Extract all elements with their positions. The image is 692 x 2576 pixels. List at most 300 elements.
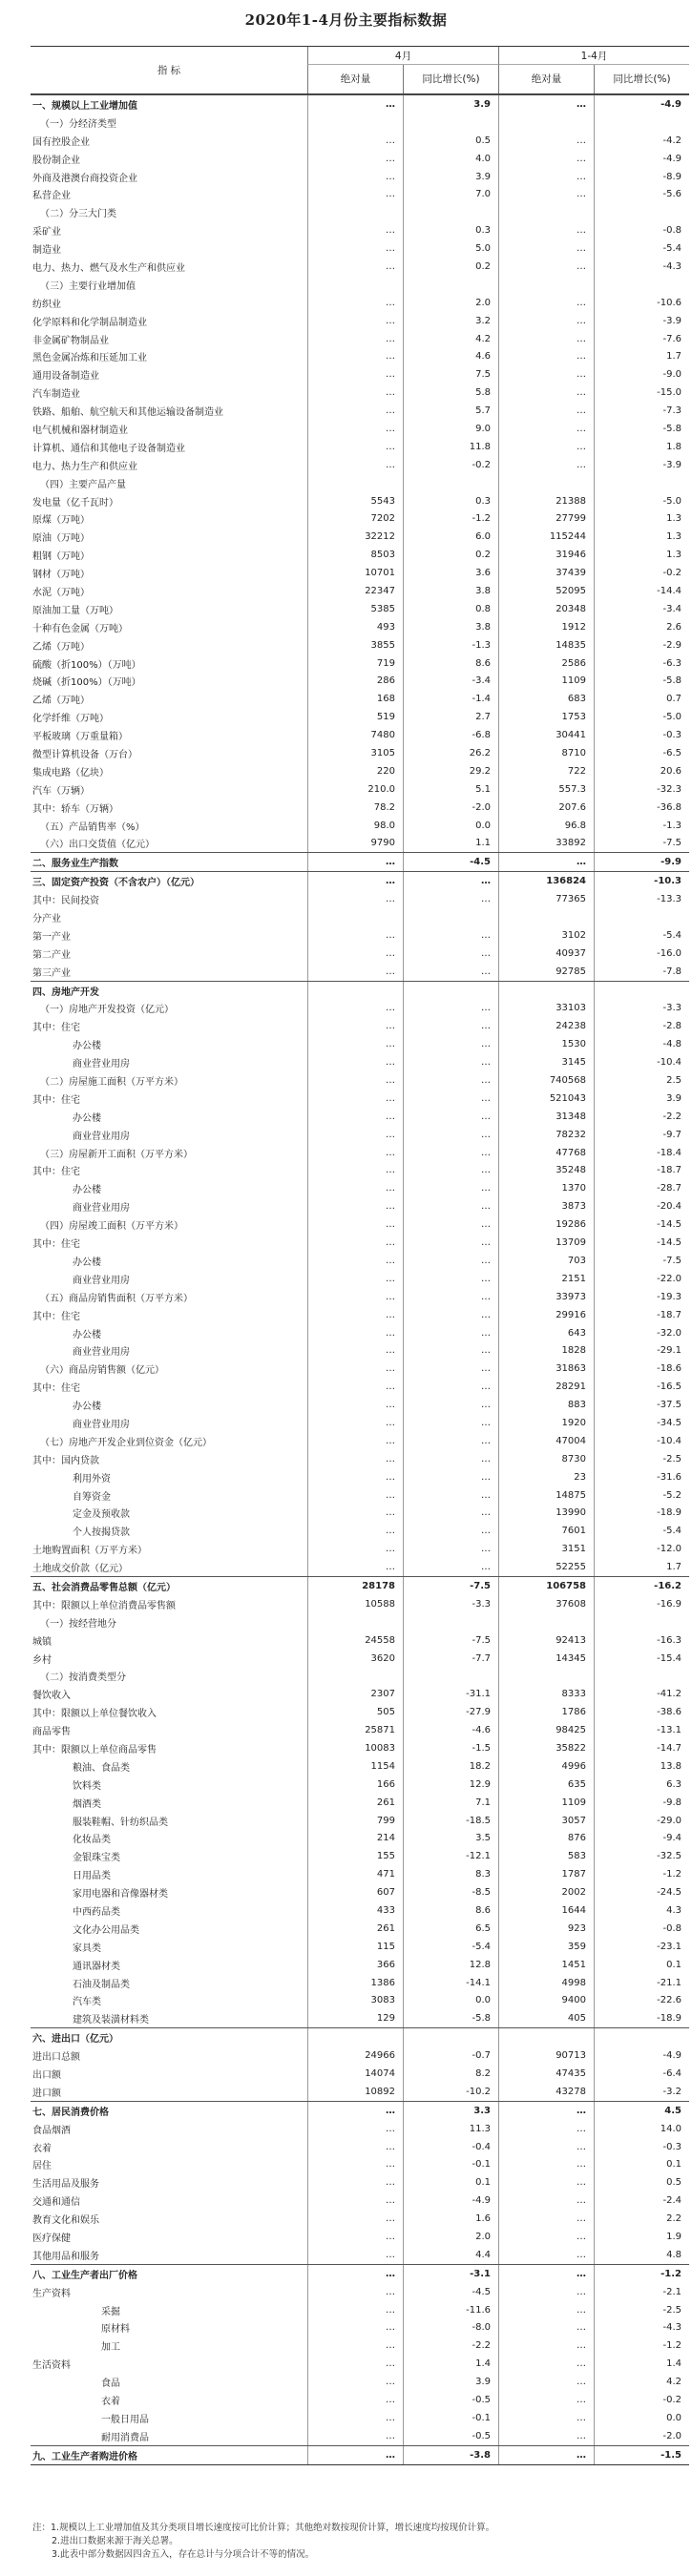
indicator-cell: 商业营业用房 [73, 1059, 130, 1070]
table-row [31, 2083, 689, 2101]
indicator-cell: 其中：限额以上单位消费品零售额 [32, 1600, 176, 1611]
abs-jan-apr-cell: … [498, 347, 594, 365]
indicator-cell: 汽车类 [73, 1997, 101, 2008]
table-row [31, 438, 689, 456]
table-row [31, 456, 689, 474]
indicator-cell: 粗钢（万吨） [32, 551, 90, 563]
abs-april-cell: … [307, 1035, 403, 1053]
abs-april-cell: … [307, 853, 403, 871]
abs-jan-apr-cell: 876 [498, 1830, 594, 1848]
table-row [31, 294, 689, 312]
table-row [31, 582, 689, 600]
header-abs-jan-apr: 绝对量 [498, 65, 594, 93]
yoy-jan-apr-cell: 6.3 [594, 1776, 689, 1794]
table-row [31, 1306, 689, 1324]
abs-april-cell: 168 [307, 690, 403, 708]
abs-jan-apr-cell: 3151 [498, 1540, 594, 1558]
table-row [31, 402, 689, 420]
yoy-jan-apr-cell [594, 908, 689, 926]
abs-jan-apr-cell [498, 1613, 594, 1631]
abs-april-cell: … [307, 1144, 403, 1162]
yoy-jan-apr-cell: -16.0 [594, 945, 689, 963]
table-row [31, 1522, 689, 1540]
indicator-cell: 国有控股企业 [32, 136, 90, 148]
indicator-cell: 水泥（万吨） [32, 587, 90, 598]
indicator-cell: 纺织业 [32, 299, 61, 310]
section-row [31, 852, 689, 871]
abs-april-cell [307, 474, 403, 492]
indicator-cell: （四）房屋竣工面积（万平方米） [40, 1221, 183, 1233]
abs-april-cell: … [307, 2355, 403, 2373]
yoy-april-cell: … [403, 1306, 498, 1324]
yoy-april-cell: 1.6 [403, 2210, 498, 2228]
table-row [31, 1812, 689, 1830]
table-row [31, 1739, 689, 1757]
indicator-cell: （一）分经济类型 [40, 118, 116, 130]
abs-april-cell: 25871 [307, 1721, 403, 1739]
yoy-jan-apr-cell [594, 474, 689, 492]
yoy-april-cell: … [403, 1162, 498, 1180]
yoy-april-cell: … [403, 1288, 498, 1306]
indicator-cell: 电气机械和器材制造业 [32, 425, 128, 436]
indicator-cell: 第三产业 [32, 967, 71, 979]
yoy-april-cell: -27.9 [403, 1703, 498, 1721]
table-row [31, 365, 689, 384]
abs-jan-apr-cell: … [498, 2427, 594, 2445]
yoy-april-cell: 3.6 [403, 564, 498, 582]
footnotes [32, 2522, 686, 2562]
table-row [31, 908, 689, 926]
abs-jan-apr-cell: … [498, 420, 594, 438]
indicator-cell: 定金及预收款 [73, 1509, 130, 1521]
yoy-april-cell: … [403, 1035, 498, 1053]
yoy-jan-apr-cell: -14.4 [594, 582, 689, 600]
yoy-april-cell: 8.6 [403, 654, 498, 673]
yoy-jan-apr-cell: -6.3 [594, 654, 689, 673]
yoy-april-cell: 2.0 [403, 294, 498, 312]
table-row [31, 1757, 689, 1776]
yoy-jan-apr-cell: -0.3 [594, 726, 689, 744]
table-row [31, 1830, 689, 1848]
table-row [31, 1144, 689, 1162]
abs-jan-apr-cell: 1109 [498, 1794, 594, 1812]
yoy-jan-apr-cell: -19.3 [594, 1288, 689, 1306]
abs-april-cell [307, 276, 403, 294]
table-row [31, 1721, 689, 1739]
abs-jan-apr-cell: 27799 [498, 509, 594, 528]
indicator-cell: 原油（万吨） [32, 533, 90, 545]
yoy-jan-apr-cell: 13.8 [594, 1757, 689, 1776]
abs-jan-apr-cell: … [498, 2192, 594, 2210]
abs-jan-apr-cell: 583 [498, 1847, 594, 1865]
yoy-april-cell [403, 1667, 498, 1685]
abs-jan-apr-cell: 2002 [498, 1883, 594, 1901]
abs-april-cell: … [307, 1252, 403, 1270]
table-row [31, 1450, 689, 1468]
yoy-jan-apr-cell: 1.3 [594, 528, 689, 546]
yoy-jan-apr-cell: -0.2 [594, 2391, 689, 2409]
indicator-cell: 电力、热力生产和供应业 [32, 461, 137, 472]
yoy-jan-apr-cell: -21.1 [594, 1974, 689, 1992]
yoy-april-cell: … [403, 945, 498, 963]
yoy-jan-apr-cell: -10.4 [594, 1053, 689, 1071]
yoy-april-cell: 18.2 [403, 1757, 498, 1776]
abs-april-cell: … [307, 1414, 403, 1432]
table-row [31, 1631, 689, 1650]
section-row [31, 981, 689, 1000]
yoy-april-cell: 1.1 [403, 835, 498, 853]
section-row [31, 871, 689, 890]
abs-jan-apr-cell: 92785 [498, 963, 594, 981]
abs-april-cell: 1154 [307, 1757, 403, 1776]
abs-april-cell: 22347 [307, 582, 403, 600]
yoy-jan-apr-cell [594, 276, 689, 294]
yoy-april-cell: -5.4 [403, 1938, 498, 1956]
yoy-april-cell: 12.9 [403, 1776, 498, 1794]
abs-jan-apr-cell: 8730 [498, 1450, 594, 1468]
table-row [31, 1938, 689, 1956]
abs-jan-apr-cell: 4996 [498, 1757, 594, 1776]
abs-jan-apr-cell: 47768 [498, 1144, 594, 1162]
yoy-april-cell: 1.4 [403, 2355, 498, 2373]
abs-april-cell: … [307, 2246, 403, 2264]
indicator-cell: 生活资料 [32, 2360, 71, 2372]
table-row [31, 1197, 689, 1215]
table-row [31, 1215, 689, 1234]
indicator-cell: 其中：限额以上单位商品零售 [32, 1744, 157, 1755]
abs-jan-apr-cell: … [498, 2120, 594, 2138]
table-row [31, 1270, 689, 1288]
table-row [31, 203, 689, 221]
abs-jan-apr-cell: … [498, 2373, 594, 2391]
yoy-april-cell: 3.5 [403, 1830, 498, 1848]
yoy-april-cell: 8.2 [403, 2065, 498, 2083]
abs-jan-apr-cell: 1530 [498, 1035, 594, 1053]
yoy-april-cell: … [403, 890, 498, 908]
yoy-jan-apr-cell [594, 1613, 689, 1631]
section-row [31, 2445, 689, 2464]
indicator-cell: 办公楼 [73, 1402, 101, 1413]
abs-jan-apr-cell: 136824 [498, 872, 594, 890]
yoy-april-cell: -7.5 [403, 1631, 498, 1650]
abs-april-cell: … [307, 2409, 403, 2427]
abs-jan-apr-cell: 1787 [498, 1865, 594, 1883]
abs-april-cell: … [307, 1324, 403, 1342]
indicator-cell: （六）商品房销售额（亿元） [40, 1365, 164, 1377]
indicator-cell: 其中：住宅 [32, 1094, 80, 1106]
abs-jan-apr-cell: 635 [498, 1776, 594, 1794]
abs-jan-apr-cell: … [498, 2138, 594, 2156]
table-row [31, 780, 689, 799]
abs-jan-apr-cell: 1753 [498, 708, 594, 726]
table-row [31, 150, 689, 168]
table-row [31, 2355, 689, 2373]
yoy-april-cell: -14.1 [403, 1974, 498, 1992]
abs-april-cell: 366 [307, 1956, 403, 1974]
abs-jan-apr-cell: … [498, 456, 594, 474]
table-row [31, 1847, 689, 1865]
yoy-april-cell: 0.1 [403, 2173, 498, 2192]
yoy-april-cell: -7.7 [403, 1650, 498, 1668]
abs-april-cell: … [307, 2265, 403, 2283]
yoy-april-cell [403, 1613, 498, 1631]
abs-april-cell: … [307, 294, 403, 312]
yoy-jan-apr-cell [594, 2028, 689, 2046]
abs-jan-apr-cell: 14835 [498, 636, 594, 654]
abs-april-cell: 7480 [307, 726, 403, 744]
yoy-april-cell: -1.2 [403, 509, 498, 528]
yoy-jan-apr-cell [594, 203, 689, 221]
yoy-april-cell: -1.5 [403, 1739, 498, 1757]
yoy-april-cell [403, 203, 498, 221]
abs-april-cell: … [307, 1162, 403, 1180]
abs-jan-apr-cell: 1109 [498, 673, 594, 691]
header-yoy-april [403, 65, 498, 93]
indicator-cell: （七）房地产开发企业到位资金（亿元） [40, 1437, 212, 1448]
abs-jan-apr-cell: … [498, 384, 594, 402]
yoy-jan-apr-cell: -2.5 [594, 2301, 689, 2319]
yoy-jan-apr-cell: -5.4 [594, 1522, 689, 1540]
yoy-jan-apr-cell: -6.4 [594, 2065, 689, 2083]
yoy-jan-apr-cell: -18.7 [594, 1162, 689, 1180]
table-row [31, 1883, 689, 1901]
yoy-april-cell: 9.0 [403, 420, 498, 438]
abs-april-cell: … [307, 347, 403, 365]
yoy-april-cell: -3.4 [403, 673, 498, 691]
yoy-label: 同比增长 [613, 73, 654, 85]
abs-april-cell: 261 [307, 1794, 403, 1812]
yoy-april-cell: 7.0 [403, 185, 498, 203]
table-row [31, 654, 689, 673]
abs-jan-apr-cell: 1451 [498, 1956, 594, 1974]
abs-april-cell: … [307, 1396, 403, 1414]
abs-jan-apr-cell: … [498, 2409, 594, 2427]
abs-april-cell: … [307, 384, 403, 402]
yoy-april-cell: … [403, 1270, 498, 1288]
yoy-jan-apr-cell: 0.1 [594, 2156, 689, 2174]
yoy-april-cell: 0.2 [403, 546, 498, 564]
section-row [31, 2101, 689, 2120]
abs-jan-apr-cell: … [498, 2391, 594, 2409]
indicator-cell: 其中：住宅 [32, 1311, 80, 1322]
yoy-april-cell: -0.2 [403, 456, 498, 474]
abs-april-cell: … [307, 1270, 403, 1288]
table-row [31, 1017, 689, 1035]
yoy-jan-apr-cell: -7.5 [594, 835, 689, 853]
table-row [31, 1504, 689, 1522]
yoy-april-cell: 6.0 [403, 528, 498, 546]
yoy-jan-apr-cell: -1.2 [594, 2265, 689, 2283]
table-row [31, 1865, 689, 1883]
abs-april-cell: 3855 [307, 636, 403, 654]
table-row [31, 2009, 689, 2027]
yoy-april-cell: -3.1 [403, 2265, 498, 2283]
yoy-jan-apr-cell: -2.9 [594, 636, 689, 654]
abs-april-cell: … [307, 2173, 403, 2192]
table-row [31, 1414, 689, 1432]
yoy-april-cell: -4.9 [403, 2192, 498, 2210]
table-row [31, 1558, 689, 1576]
abs-april-cell: … [307, 2391, 403, 2409]
yoy-april-cell: … [403, 1450, 498, 1468]
yoy-jan-apr-cell: -5.4 [594, 239, 689, 258]
yoy-jan-apr-cell: -32.5 [594, 1847, 689, 1865]
table-row [31, 1396, 689, 1414]
yoy-jan-apr-cell: 4.2 [594, 2373, 689, 2391]
abs-jan-apr-cell: … [498, 2173, 594, 2192]
abs-jan-apr-cell: 90713 [498, 2046, 594, 2065]
yoy-april-cell: 3.9 [403, 168, 498, 186]
indicator-cell: 六、进出口（亿元） [32, 2034, 118, 2046]
yoy-jan-apr-cell: -14.5 [594, 1234, 689, 1252]
table-row [31, 1486, 689, 1505]
yoy-april-cell: 12.8 [403, 1956, 498, 1974]
abs-jan-apr-cell: 35822 [498, 1739, 594, 1757]
yoy-jan-apr-cell: 1.3 [594, 509, 689, 528]
abs-april-cell: … [307, 456, 403, 474]
indicator-cell: 烟酒类 [73, 1798, 101, 1810]
abs-april-cell: 10701 [307, 564, 403, 582]
table-row [31, 1360, 689, 1378]
abs-april-cell: 607 [307, 1883, 403, 1901]
abs-jan-apr-cell: … [498, 2337, 594, 2355]
abs-jan-apr-cell: 683 [498, 690, 594, 708]
yoy-april-cell: 0.2 [403, 258, 498, 276]
table-row [31, 708, 689, 726]
yoy-april-cell: 11.8 [403, 438, 498, 456]
yoy-jan-apr-cell: -2.0 [594, 2427, 689, 2445]
abs-april-cell: … [307, 1341, 403, 1360]
abs-jan-apr-cell: 29916 [498, 1306, 594, 1324]
abs-april-cell: … [307, 1053, 403, 1071]
table-row [31, 330, 689, 348]
yoy-label: 同比增长 [422, 73, 463, 85]
abs-jan-apr-cell: … [498, 294, 594, 312]
abs-april-cell: 166 [307, 1776, 403, 1794]
abs-jan-apr-cell [498, 474, 594, 492]
yoy-jan-apr-cell: -1.5 [594, 2446, 689, 2464]
yoy-april-cell: … [403, 1486, 498, 1505]
yoy-jan-apr-cell: 1.7 [594, 1558, 689, 1576]
yoy-jan-apr-cell: -9.9 [594, 853, 689, 871]
yoy-jan-apr-cell: -0.2 [594, 564, 689, 582]
yoy-jan-apr-cell: 0.7 [594, 690, 689, 708]
abs-april-cell: … [307, 2156, 403, 2174]
yoy-jan-apr-cell: -2.5 [594, 1450, 689, 1468]
yoy-jan-apr-cell: 4.3 [594, 1901, 689, 1920]
yoy-april-cell: … [403, 1504, 498, 1522]
table-row [31, 2283, 689, 2301]
abs-april-cell: … [307, 420, 403, 438]
indicator-cell: 化妆品类 [73, 1835, 111, 1846]
abs-april-cell: … [307, 1504, 403, 1522]
indicator-cell: 分产业 [32, 914, 61, 925]
abs-jan-apr-cell: 1370 [498, 1179, 594, 1197]
abs-april-cell: 155 [307, 1847, 403, 1865]
indicator-cell: 制造业 [32, 245, 61, 257]
yoy-jan-apr-cell: -31.6 [594, 1468, 689, 1486]
yoy-jan-apr-cell: 2.6 [594, 618, 689, 636]
indicator-cell: 烧碱（折100%）（万吨） [32, 677, 141, 689]
indicator-cell: 办公楼 [73, 1185, 101, 1196]
indicator-cell: 铁路、船舶、航空航天和其他运输设备制造业 [32, 407, 223, 419]
abs-april-cell: … [307, 1468, 403, 1486]
abs-april-cell [307, 1613, 403, 1631]
yoy-jan-apr-cell: -14.5 [594, 1215, 689, 1234]
table-row [31, 1595, 689, 1613]
yoy-jan-apr-cell: -41.2 [594, 1685, 689, 1703]
table-row [31, 1090, 689, 1108]
yoy-april-cell: 5.1 [403, 780, 498, 799]
abs-jan-apr-cell: 31348 [498, 1108, 594, 1126]
indicator-cell: （一）按经营地分 [40, 1618, 116, 1630]
yoy-april-cell: 29.2 [403, 762, 498, 780]
yoy-april-cell: -0.5 [403, 2427, 498, 2445]
abs-jan-apr-cell: 106758 [498, 1577, 594, 1595]
yoy-april-cell: … [403, 1414, 498, 1432]
abs-april-cell: … [307, 402, 403, 420]
abs-jan-apr-cell: … [498, 95, 594, 114]
abs-jan-apr-cell: 13709 [498, 1234, 594, 1252]
indicator-cell: 衣着 [101, 2397, 120, 2408]
abs-april-cell: … [307, 95, 403, 114]
abs-jan-apr-cell: 13990 [498, 1504, 594, 1522]
yoy-april-cell: … [403, 1090, 498, 1108]
indicator-cell: 计算机、通信和其他电子设备制造业 [32, 443, 185, 454]
section-row [31, 2264, 689, 2283]
yoy-april-cell: 2.0 [403, 2228, 498, 2246]
indicator-cell: 金银珠宝类 [73, 1853, 120, 1864]
yoy-jan-apr-cell: -3.2 [594, 2083, 689, 2101]
table-row [31, 618, 689, 636]
abs-april-cell: … [307, 890, 403, 908]
table-row [31, 1179, 689, 1197]
abs-jan-apr-cell: … [498, 2265, 594, 2283]
abs-jan-apr-cell: 52255 [498, 1558, 594, 1576]
abs-april-cell: … [307, 365, 403, 384]
yoy-april-cell: 26.2 [403, 744, 498, 762]
indicator-cell: 办公楼 [73, 1329, 101, 1340]
abs-jan-apr-cell: 1920 [498, 1414, 594, 1432]
abs-jan-apr-cell: 31946 [498, 546, 594, 564]
indicator-cell: 其中：轿车（万辆） [32, 803, 118, 815]
footnote-2: 2.进出口数据来源于海关总署。 [52, 2536, 178, 2546]
table-row [31, 546, 689, 564]
table-row [31, 2120, 689, 2138]
abs-jan-apr-cell: 78232 [498, 1126, 594, 1144]
abs-april-cell [307, 908, 403, 926]
abs-jan-apr-cell: 33973 [498, 1288, 594, 1306]
indicator-cell: 食品 [101, 2379, 120, 2390]
yoy-april-cell: 2.7 [403, 708, 498, 726]
indicator-cell: （五）产品销售率（%） [40, 821, 145, 833]
abs-april-cell: … [307, 1558, 403, 1576]
table-row [31, 2373, 689, 2391]
yoy-jan-apr-cell: -34.5 [594, 1414, 689, 1432]
abs-jan-apr-cell: 1912 [498, 618, 594, 636]
abs-jan-apr-cell: … [498, 2319, 594, 2337]
abs-april-cell [307, 203, 403, 221]
abs-april-cell: … [307, 239, 403, 258]
yoy-april-cell: -3.8 [403, 2446, 498, 2464]
abs-april-cell: … [307, 2228, 403, 2246]
table-row [31, 2319, 689, 2337]
yoy-jan-apr-cell: -13.3 [594, 890, 689, 908]
indicator-cell: 通讯器材类 [73, 1961, 120, 1972]
yoy-april-cell: … [403, 1234, 498, 1252]
yoy-jan-apr-cell: -32.0 [594, 1324, 689, 1342]
indicator-cell: 其中：住宅 [32, 1383, 80, 1395]
